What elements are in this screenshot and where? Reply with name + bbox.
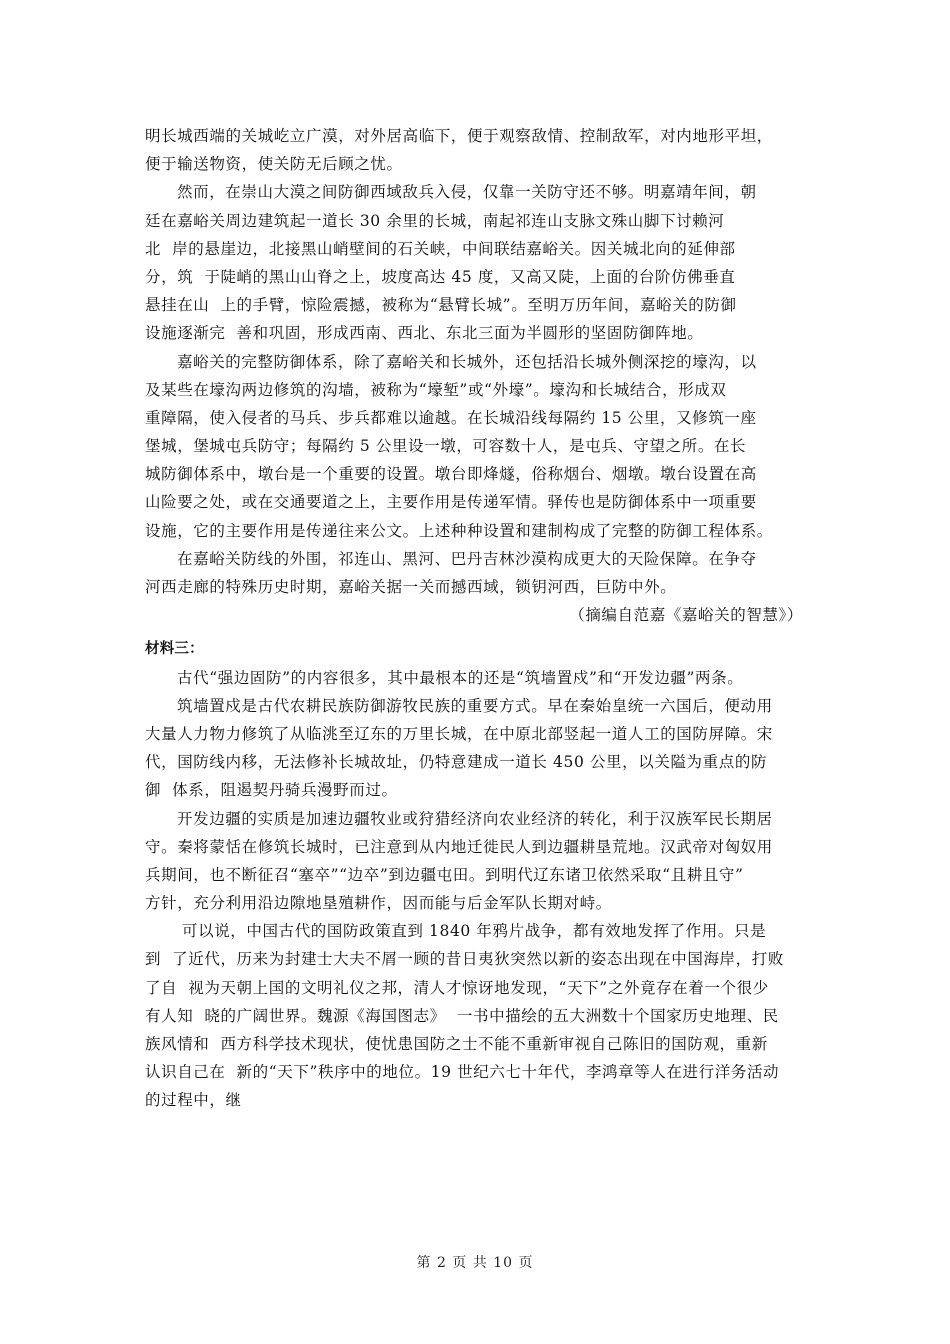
paragraph xyxy=(145,664,805,692)
text-line: 方针，充分利用沿边隙地垦殖耕作，因而能与后金军队长期对峙。 xyxy=(145,894,612,913)
text-line: 可以说，中国古代的国防政策直到 1840 年鸦片战争，都有效地发挥了作用。只是 xyxy=(182,922,767,941)
text-line: 重障隔，使入侵者的马兵、步兵都难以逾越。在长城沿线每隔约 15 公里，又修筑一座 xyxy=(145,408,757,427)
text-line: 嘉峪关的完整防御体系，除了嘉峪关和长城外，还包括沿长城外侧深挖的壕沟，以 xyxy=(177,352,757,371)
paragraph xyxy=(145,805,805,918)
paragraph xyxy=(145,348,805,545)
text-line: 悬挂在山 上的手臂，惊险震撼，被称为“悬臂长城”。至明万历年间，嘉峪关的防御 xyxy=(145,296,737,315)
text-line: 有人知 晓的广阔世界。魏源《海国图志》 一书中描绘的五大洲数十个国家历史地理、民 xyxy=(145,1006,779,1025)
text-line: 族风情和 西方科学技术现状，使忧患国防之士不能不重新审视自己陈旧的国防观，重新 xyxy=(145,1035,768,1053)
text-line: 的过程中，继 xyxy=(145,1091,242,1110)
article-body xyxy=(145,122,805,1115)
text-line: 守。秦将蒙恬在修筑长城时，已注意到从内地迁徙民人到边疆耕垦荒地。汉武帝对匈奴用 xyxy=(145,837,773,856)
page-number: 第 2 页 共 10 页 xyxy=(416,1255,534,1271)
section-heading: 材料三： xyxy=(145,641,204,658)
text-line: 开发边疆的实质是加速边疆牧业或狩猎经济向农业经济的转化，利于汉族军民长期居 xyxy=(177,809,773,828)
text-line: 了自 视为天朝上国的文明礼仪之邦，清人才惊讶地发现，“天下”之外竟存在着一个很少 xyxy=(145,978,769,997)
paragraph xyxy=(145,178,805,347)
text-line: 大量人力物力修筑了从临洮至辽东的万里长城，在中原北部竖起一道人工的国防屏障。宋 xyxy=(145,724,773,743)
text-line: 然而，在崇山大漠之间防御西域敌兵入侵，仅靠一关防守还不够。明嘉靖年间，朝 xyxy=(177,183,757,202)
paragraph xyxy=(145,692,805,805)
text-line: 在嘉峪关防线的外围，祁连山、黑河、巴丹吉林沙漠构成更大的天险保障。在争夺 xyxy=(177,549,757,568)
text-line: 到 了近代，历来为封建士大夫不屑一顾的昔日夷狄突然以新的姿态出现在中国海岸，打败 xyxy=(145,950,784,969)
text-line: 河西走廊的特殊历史时期，嘉峪关据一关而撼西域，锁钥河西，巨防中外。 xyxy=(145,578,677,596)
paragraph xyxy=(145,917,805,1114)
text-line: 设施逐渐完 善和巩固，形成西南、西北、东北三面为半圆形的坚固防御阵地。 xyxy=(145,324,704,343)
text-line: 山险要之处，或在交通要道之上，主要作用是传递军情。驿传也是防御体系中一项重要 xyxy=(145,493,757,512)
text-line: 分，筑 于陡峭的黑山山脊之上，坡度高达 45 度，又高又陡，上面的台阶仿佛垂直 xyxy=(145,267,736,286)
text-line: 设施，它的主要作用是传递往来公文。上述种种设置和建制构成了完整的防御工程体系。 xyxy=(145,521,773,540)
paragraph xyxy=(145,545,805,601)
paragraph xyxy=(145,122,805,178)
source-citation: （摘编自范嘉《嘉峪关的智慧》） xyxy=(569,606,803,625)
text-line: 北 岸的悬崖边，北接黑山峭壁间的石关峡，中间联结嘉峪关。因关城北向的延伸部 xyxy=(145,239,736,258)
text-line: 御 体系，阻遏契丹骑兵漫野而过。 xyxy=(145,781,398,800)
text-line: 堡城，堡城屯兵防守；每隔约 5 公里设一墩，可容数十人，是屯兵、守望之所。在长 xyxy=(145,437,747,456)
text-line: 代，国防线内移，无法修补长城故址，仍特意建成一道长 450 公里，以关隘为重点的防 xyxy=(145,753,768,772)
text-line: 及某些在壕沟两边修筑的沟墙，被称为“壕堑”或“外壕”。壕沟和长城结合，形成双 xyxy=(145,380,727,399)
text-line: 便于输送物资，使关防无后顾之忧。 xyxy=(145,155,403,174)
text-line: 廷在嘉峪关周边建筑起一道长 30 余里的长城，南起祁连山支脉文殊山脚下讨赖河 xyxy=(145,211,725,230)
text-line: 兵期间，也不断征召“塞卒”“边卒”到边疆屯田。到明代辽东诸卫依然采取“且耕且守” xyxy=(145,865,744,884)
text-line: 城防御体系中，墩台是一个重要的设置。墩台即烽燧，俗称烟台、烟墩。墩台设置在高 xyxy=(145,465,757,484)
text-line: 明长城西端的关城屹立广漠，对外居高临下，便于观察敌情、控制敌军，对内地形平坦， xyxy=(145,127,773,145)
text-line: 认识自己在 新的“天下”秩序中的地位。19 世纪六七十年代，李鸿章等人在进行洋务活动 xyxy=(145,1063,780,1082)
text-line: 筑墙置戍是古代农耕民族防御游牧民族的重要方式。早在秦始皇统一六国后，便动用 xyxy=(177,696,773,715)
text-line: 古代“强边固防”的内容很多，其中最根本的还是“筑墙置戍”和“开发边疆”两条。 xyxy=(177,668,744,687)
